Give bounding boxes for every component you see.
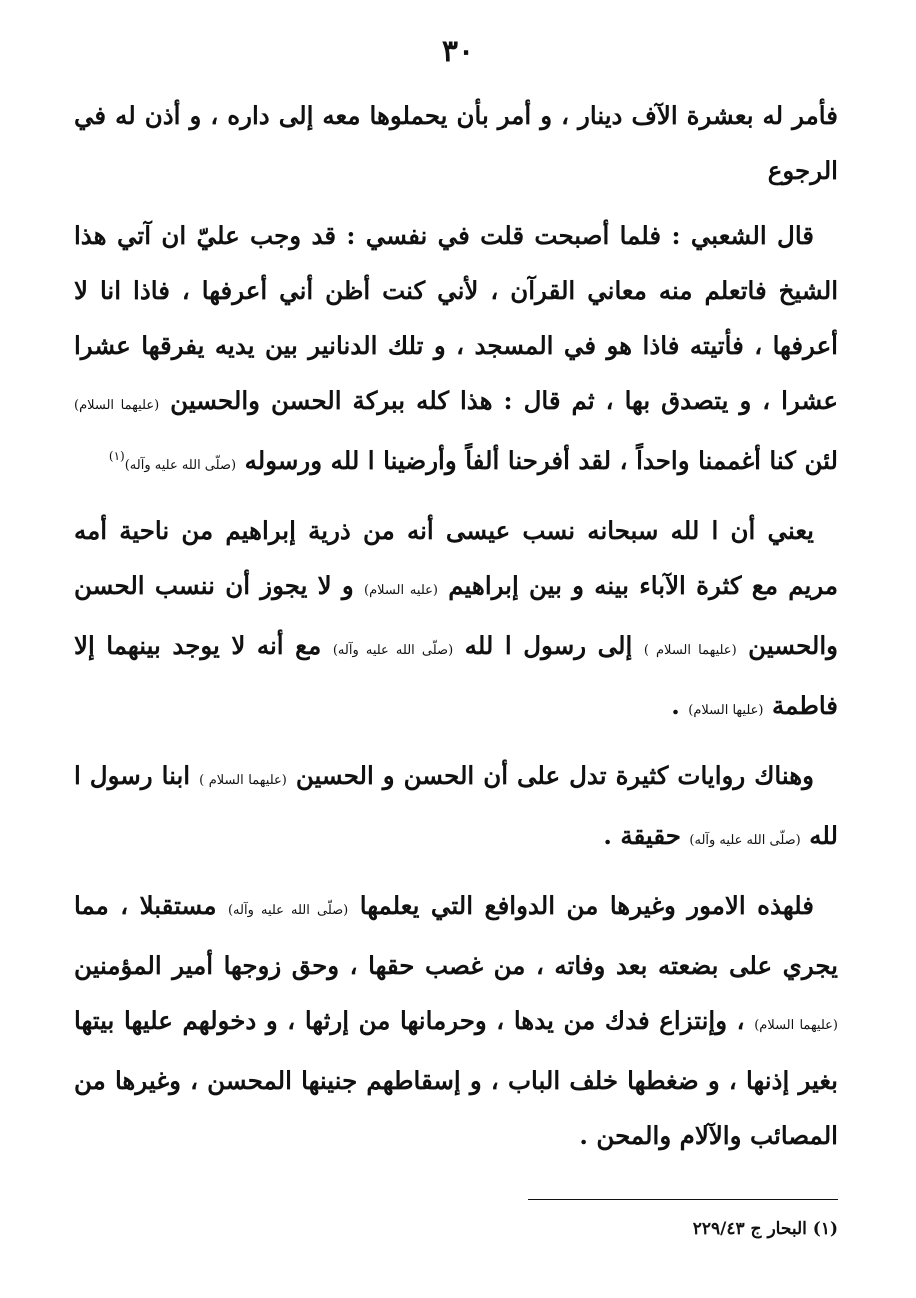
text-run: حقيقة . <box>603 821 690 850</box>
honorific-note: (صلّى الله عليه وآله) <box>124 458 237 473</box>
footnote: (١) البحار ج ٢٢٩/٤٣ <box>692 1219 838 1239</box>
text-run: ابنا رسول ا لله <box>74 761 838 850</box>
paragraph <box>74 208 838 493</box>
honorific-note: (عليهما السلام ) <box>643 643 737 658</box>
paragraph <box>74 88 838 198</box>
honorific-note: (عليهما السلام ) <box>199 773 287 788</box>
honorific-note: (عليهما السلام) <box>74 398 160 413</box>
text-run: و لا يجوز أن ننسب الحسن والحسين <box>74 571 838 660</box>
text-run: لئن كنا أغممنا واحداً ، لقد أفرحنا ألفاً وأرضينا ا لله ورسوله <box>236 446 838 475</box>
footnote-divider <box>528 1199 838 1200</box>
text-run: فأمر له بعشرة الآف دينار ، و أمر بأن يحملوها معه إلى داره ، و أذن له في الرجوع <box>74 101 838 185</box>
text-run: يعني أن ا لله سبحانه نسب عيسى أنه من ذرية إبراهيم من ناحية أمه مريم مع كثرة الآباء بينه و بين إبراهيم <box>74 516 838 600</box>
paragraph <box>74 878 838 1163</box>
paragraph <box>74 748 838 868</box>
body-text <box>74 88 838 1173</box>
text-run: وهناك روايات كثيرة تدل على أن الحسن و الحسين <box>286 761 815 790</box>
honorific-note: (صلّى الله عليه وآله) <box>227 903 349 918</box>
text-run: فلهذه الامور وغيرها من الدوافع التي يعلمها <box>348 891 814 920</box>
page-number: ٣٠ <box>441 34 475 69</box>
text-run: قال الشعبي : فلما أصبحت قلت في نفسي : قد وجب عليّ ان آتي هذا الشيخ فاتعلم منه معاني القرآن ، لأني كنت أظن أني أعرفها ، فاذا انا لا أعرفها ، فأتيته فاذا هو في المسجد ، و تلك الدنانير بين يديه يفرقها عشرا عشرا ، و يتصدق بها ، ثم قال : هذا كله ببركة الحسن والحسين <box>74 221 838 415</box>
footnote-ref: (١) <box>108 448 125 463</box>
honorific-note: (صلّى الله عليه وآله) <box>689 833 801 848</box>
honorific-note: (صلّى الله عليه وآله) <box>332 643 454 658</box>
text-run: ، وإنتزاع فدك من يدها ، وحرمانها من إرثها ، و دخولهم عليها بيتها بغير إذنها ، و ضغطها خلف الباب ، و إسقاطهم جنينها المحسن ، وغيرها من المصائب والآلام والمحن . <box>74 1006 838 1150</box>
text-run: مع أنه لا يوجد بينهما إلا فاطمة <box>74 631 838 720</box>
honorific-note: (عليه السلام) <box>364 583 438 598</box>
honorific-note: (عليها السلام) <box>688 703 764 718</box>
text-run: إلى رسول ا لله <box>453 631 644 660</box>
honorific-note: (عليهما السلام) <box>754 1018 838 1033</box>
text-run: . <box>671 691 689 720</box>
paragraph <box>74 503 838 738</box>
text-run: مستقبلا ، مما يجري على بضعته بعد وفاته ، من غصب حقها ، وحق زوجها أمير المؤمنين <box>74 891 838 980</box>
